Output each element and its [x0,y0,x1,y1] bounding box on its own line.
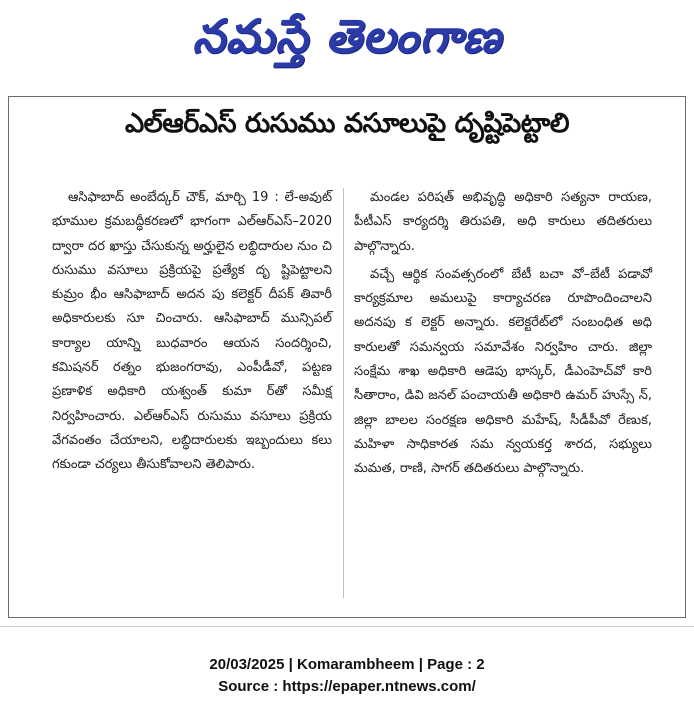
footer [0,654,694,698]
newspaper-logo-title: నమస్తే తెలంగాణ [192,9,502,63]
right-paragraph-2: వచ్చే ఆర్థిక సంవత్సరంలో బేటీ బచా వో–బేటీ పడావో కార్యక్రమాల అమలుపై కార్యాచరణ రూపొందించాలని అదనపు క లెక్టర్‌ అన్నారు. కలెక్టరేట్‌లో సంబంధిత అధి కారులతో సమన్వయ సమావేశం నిర్వహిం చారు. జిల్లా సంక్షేమ శాఖ అధికారి ఆడెపు భాస్కర్‌, డీఎంహెచ్‌వో కారి సీతారాం, డివి జనల్‌ పంచాయతీ అధికారి ఉమర్‌ హుస్సే న్‌, జిల్లా బాలల సంరక్షణ అధికారి మహేష్‌, సీడీపీవో రేణుక, మహిళా సాధికారత సమ న్వయకర్త శారద, సభ్యులు మమత, రాణి, సాగర్‌ తదితరులు పాల్గొన్నారు. [354,266,652,477]
article-right-column [354,186,652,482]
edition-info: 20/03/2025 | Komarambheem | Page : 2 [209,656,485,673]
right-paragraph-1: మండల పరిషత్‌ అభివృద్ధి అధికారి సత్యనా రాయణ, పీటీఎస్‌ కార్యదర్శి తిరుపతి, అధి కారులు తదితరులు పాల్గొన్నారు. [354,190,652,254]
source-link[interactable]: Source : https://epaper.ntnews.com/ [218,678,476,695]
left-paragraph-1: ఆసిఫాబాద్‌ అంబేద్కర్‌ చౌక్‌, మార్చి 19 : లే-అవుట్‌ భూముల క్రమబద్ధీకరణలో భాగంగా ఎల్‌ఆర్‌ఎస్‌–2020 ద్వారా దర ఖాస్తు చేసుకున్న అర్హులైన లబ్ధిదారుల నుం చి రుసుము వసూలు ప్రక్రియపై ప్రత్యేక దృ ష్టిపెట్టాలని కుమ్రం భీం ఆసిఫాబాద్‌ అదన పు కలెక్టర్‌ దీపక్‌ తివారీ అధికారులకు సూ చించారు. ఆసిఫాబాద్‌ మున్సిపల్‌ కార్యాల యాన్ని బుధవారం ఆయన సందర్శించి, కమిషనర్‌ రత్నం భుజంగరావు, ఎంపీడీవో, పట్టణ ప్రణాళిక అధికారి యశ్వంత్‌ కుమా ర్‌తో సమీక్ష నిర్వహించారు. ఎల్‌ఆర్‌ఎస్‌ రుసుము వసూలు ప్రక్రియ వేగవంతం చేయాలని, లబ్ధిదారులకు ఇబ్బందులు కలు గకుండా చర్యలు తీసుకోవాలని తెలిపారు. [52,190,332,473]
masthead [0,0,694,84]
column-divider [343,188,344,598]
article-headline: ఎల్‌ఆర్‌ఎస్‌ రుసుము వసూలుపై దృష్టిపెట్టాలి [124,108,570,139]
article-left-column [52,186,332,478]
footer-divider [0,626,694,627]
